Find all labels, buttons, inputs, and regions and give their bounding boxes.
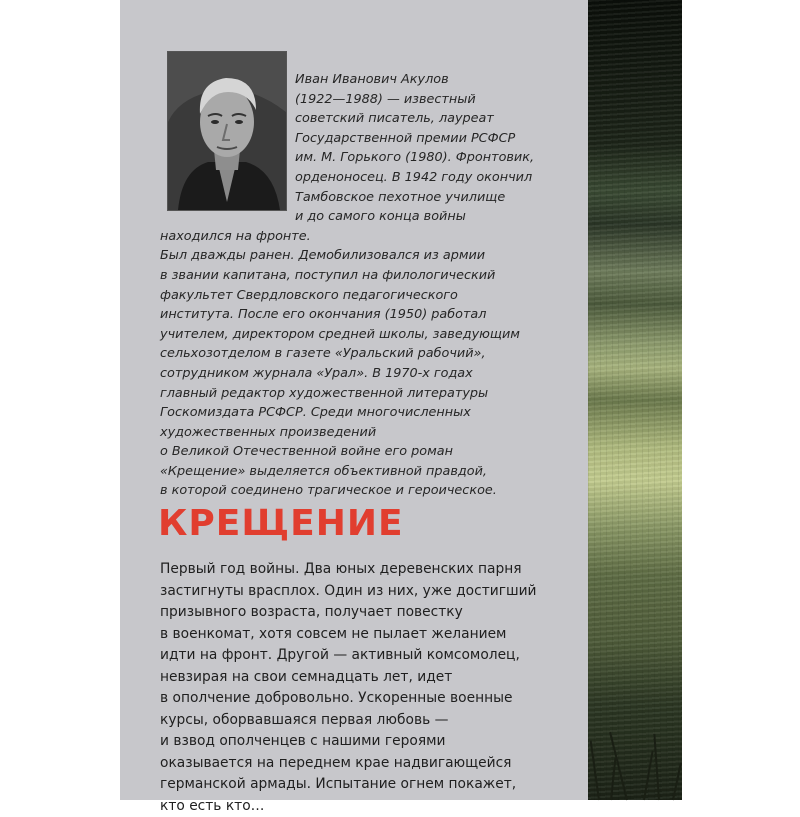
bio-line: Государственной премии РСФСР: [160, 129, 580, 149]
bio-line: Иван Иванович Акулов: [160, 70, 580, 90]
bio-line: в звании капитана, поступил на филологический: [160, 266, 580, 286]
bio-line: Был дважды ранен. Демобилизовался из армии: [160, 246, 580, 266]
bio-line: советский писатель, лауреат: [160, 109, 580, 129]
bio-line: Госкомиздата РСФСР. Среди многочисленных: [160, 403, 580, 423]
grass-blade: [653, 734, 660, 800]
summary-line: застигнуты врасплох. Один из них, уже достигший: [160, 581, 580, 603]
author-bio: [160, 70, 580, 501]
bio-line: художественных произведений: [160, 423, 580, 443]
summary-line: в военкомат, хотя совсем не пылает желанием: [160, 624, 580, 646]
summary-line: кто есть кто…: [160, 796, 580, 817]
summary-line: в ополчение добровольно. Ускоренные военные: [160, 688, 580, 710]
bio-line: орденоносец. В 1942 году окончил: [160, 168, 580, 188]
bio-line: сотрудником журнала «Урал». В 1970-х годах: [160, 364, 580, 384]
grass-background: [588, 0, 682, 800]
bio-line: института. После его окончания (1950) работал: [160, 305, 580, 325]
bio-line: о Великой Отечественной войне его роман: [160, 442, 580, 462]
summary-line: Первый год войны. Два юных деревенских парня: [160, 559, 580, 581]
grass-blade: [590, 740, 600, 800]
portrait-spacer: [160, 70, 295, 210]
bio-line: им. М. Горького (1980). Фронтовик,: [160, 148, 580, 168]
book-summary: [160, 559, 580, 817]
bio-line: в которой соединено трагическое и героическое.: [160, 481, 580, 501]
bio-line: учителем, директором средней школы, заведующим: [160, 325, 580, 345]
grass-blade: [672, 763, 682, 801]
bio-line: факультет Свердловского педагогического: [160, 286, 580, 306]
book-back-cover: [120, 0, 682, 800]
bio-line: и до самого конца войны: [160, 207, 580, 227]
bio-line: (1922—1988) — известный: [160, 90, 580, 110]
bio-line: сельхозотделом в газете «Уральский рабочий»,: [160, 344, 580, 364]
grass-blade: [609, 732, 628, 800]
grass-blade: [610, 758, 616, 800]
summary-line: идти на фронт. Другой — активный комсомолец,: [160, 645, 580, 667]
summary-line: невзирая на свои семнадцать лет, идет: [160, 667, 580, 689]
summary-line: германской армады. Испытание огнем покажет,: [160, 774, 580, 796]
text-panel: [120, 0, 588, 800]
bio-line: «Крещение» выделяется объективной правдой,: [160, 462, 580, 482]
bio-line: Тамбовское пехотное училище: [160, 188, 580, 208]
summary-line: призывного возраста, получает повестку: [160, 602, 580, 624]
bio-line: главный редактор художественной литературы: [160, 384, 580, 404]
summary-line: оказывается на переднем крае надвигающейся: [160, 753, 580, 775]
summary-line: и взвод ополченцев с нашими героями: [160, 731, 580, 753]
bio-line: находился на фронте.: [160, 227, 580, 247]
summary-line: курсы, оборвавшаяся первая любовь —: [160, 710, 580, 732]
book-title: КРЕЩЕНИЕ: [158, 503, 404, 544]
grass-blade: [643, 751, 654, 801]
